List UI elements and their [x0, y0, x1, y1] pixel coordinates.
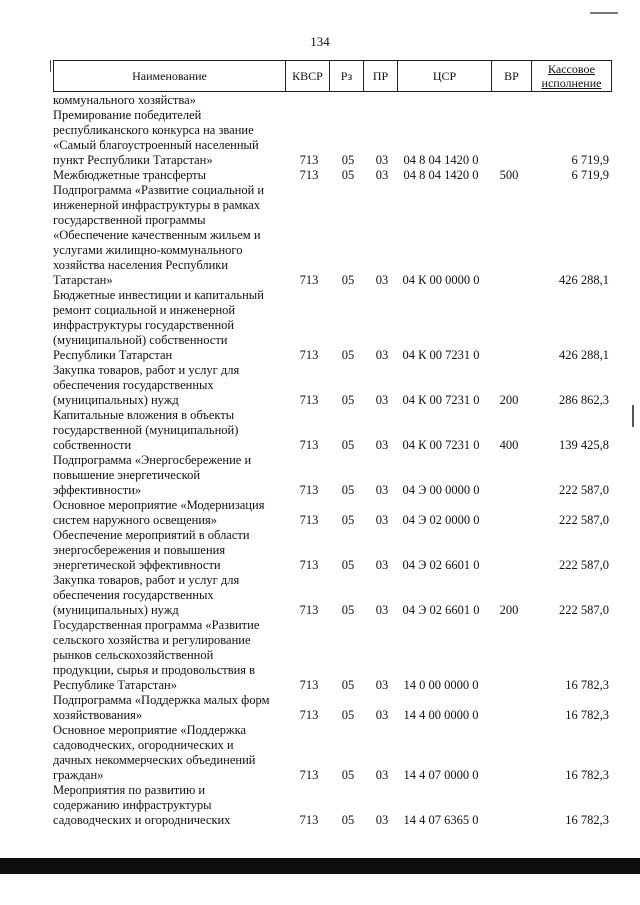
row-name: Премирование победителей республиканского конкурса на звание «Самый благоустроенный населенный пункт Республики Татарстан»	[53, 108, 259, 167]
row-name: Обеспечение мероприятий в области энергосбережения и повышения энергетической эффективности	[53, 528, 250, 572]
table-row	[53, 288, 612, 363]
table-header	[53, 60, 612, 92]
row-csr: 14 4 07 6365 0	[403, 813, 479, 827]
row-csr: 04 К 00 7231 0	[402, 393, 480, 407]
row-rz: 05	[341, 168, 355, 182]
header-csr: ЦСР	[398, 61, 492, 91]
row-kvsr: 713	[299, 708, 319, 722]
row-pr: 03	[375, 603, 389, 617]
scan-artifact-line	[50, 60, 51, 72]
row-rz: 05	[341, 708, 355, 722]
table-row	[53, 108, 612, 168]
row-pr: 03	[375, 678, 389, 692]
page-number: 134	[310, 34, 330, 49]
row-vr: 400	[499, 438, 519, 452]
row-amount: 222 587,0	[559, 603, 609, 617]
row-amount: 6 719,9	[571, 153, 609, 167]
row-amount: 16 782,3	[565, 708, 609, 722]
table-row	[53, 363, 612, 408]
table-row	[53, 693, 612, 723]
row-pr: 03	[375, 393, 389, 407]
row-rz: 05	[341, 483, 355, 497]
row-kvsr: 713	[299, 273, 319, 287]
row-rz: 05	[341, 273, 355, 287]
row-name: Подпрограмма «Развитие социальной и инженерной инфраструктуры в рамках государственной программы «Обеспечение качественным жильем и услугами жилищно-коммунального хозяйства населения Республики Татарстан»	[53, 183, 265, 287]
row-rz: 05	[341, 603, 355, 617]
scan-bottom-band	[0, 858, 640, 874]
row-name: коммунального хозяйства»	[53, 93, 196, 107]
row-kvsr: 713	[299, 348, 319, 362]
table-row	[53, 168, 612, 183]
row-amount: 222 587,0	[559, 513, 609, 527]
header-rz: Рз	[330, 61, 364, 91]
row-amount: 16 782,3	[565, 768, 609, 782]
row-csr: 04 К 00 7231 0	[402, 438, 480, 452]
row-vr: 200	[499, 393, 519, 407]
row-pr: 03	[375, 438, 389, 452]
row-pr: 03	[375, 768, 389, 782]
row-kvsr: 713	[299, 438, 319, 452]
row-pr: 03	[375, 813, 389, 827]
row-rz: 05	[341, 348, 355, 362]
row-name: Государственная программа «Развитие сельского хозяйства и регулирование рынков сельскохозяйственной продукции, сырья и продовольствия в Республике Татарстан»	[53, 618, 260, 692]
row-amount: 426 288,1	[559, 273, 609, 287]
row-name: Капитальные вложения в объекты государственной (муниципальной) собственности	[53, 408, 239, 452]
row-vr: 200	[499, 603, 519, 617]
table-row	[53, 93, 612, 108]
row-pr: 03	[375, 483, 389, 497]
header-kvsr: КВСР	[286, 61, 330, 91]
table-row	[53, 528, 612, 573]
row-kvsr: 713	[299, 513, 319, 527]
header-pr: ПР	[364, 61, 398, 91]
row-name: Основное мероприятие «Поддержка садоводческих, огороднических и дачных некоммерческих объединений граждан»	[53, 723, 256, 782]
scan-mark	[590, 12, 618, 14]
row-pr: 03	[375, 168, 389, 182]
table-body	[53, 93, 612, 828]
row-csr: 04 Э 02 0000 0	[402, 513, 480, 527]
table-row	[53, 783, 612, 828]
row-csr: 14 4 00 0000 0	[403, 708, 479, 722]
row-rz: 05	[341, 438, 355, 452]
header-name: Наименование	[54, 61, 286, 91]
row-csr: 04 8 04 1420 0	[403, 168, 479, 182]
row-kvsr: 713	[299, 678, 319, 692]
row-name: Подпрограмма «Поддержка малых форм хозяйствования»	[53, 693, 270, 722]
row-csr: 04 Э 02 6601 0	[402, 558, 480, 572]
scan-bottom-edge	[0, 880, 640, 905]
row-name: Межбюджетные трансферты	[53, 168, 207, 182]
row-amount: 16 782,3	[565, 813, 609, 827]
row-kvsr: 713	[299, 603, 319, 617]
row-vr: 500	[499, 168, 519, 182]
header-exec: Кассовое исполнение	[541, 62, 602, 90]
table-row	[53, 498, 612, 528]
row-rz: 05	[341, 813, 355, 827]
row-rz: 05	[341, 393, 355, 407]
row-name: Подпрограмма «Энергосбережение и повышение энергетической эффективности»	[53, 453, 252, 497]
row-pr: 03	[375, 348, 389, 362]
row-pr: 03	[375, 153, 389, 167]
row-kvsr: 713	[299, 153, 319, 167]
row-rz: 05	[341, 768, 355, 782]
row-amount: 139 425,8	[559, 438, 609, 452]
row-csr: 04 Э 00 0000 0	[402, 483, 480, 497]
row-name: Основное мероприятие «Модернизация систем наружного освещения»	[53, 498, 265, 527]
table-row	[53, 723, 612, 783]
row-kvsr: 713	[299, 768, 319, 782]
row-csr: 04 Э 02 6601 0	[402, 603, 480, 617]
table-row	[53, 618, 612, 693]
row-kvsr: 713	[299, 168, 319, 182]
row-amount: 286 862,3	[559, 393, 609, 407]
row-amount: 222 587,0	[559, 483, 609, 497]
row-pr: 03	[375, 273, 389, 287]
row-pr: 03	[375, 708, 389, 722]
table-row	[53, 183, 612, 288]
row-kvsr: 713	[299, 558, 319, 572]
row-rz: 05	[341, 153, 355, 167]
row-csr: 14 0 00 0000 0	[403, 678, 479, 692]
row-pr: 03	[375, 558, 389, 572]
row-rz: 05	[341, 558, 355, 572]
row-kvsr: 713	[299, 483, 319, 497]
row-csr: 04 8 04 1420 0	[403, 153, 479, 167]
table-row	[53, 408, 612, 453]
row-csr: 14 4 07 0000 0	[403, 768, 479, 782]
header-vr: ВР	[492, 61, 532, 91]
row-amount: 222 587,0	[559, 558, 609, 572]
row-name: Закупка товаров, работ и услуг для обеспечения государственных (муниципальных) нужд	[53, 573, 240, 617]
row-amount: 16 782,3	[565, 678, 609, 692]
table-row	[53, 453, 612, 498]
row-kvsr: 713	[299, 813, 319, 827]
row-amount: 426 288,1	[559, 348, 609, 362]
row-rz: 05	[341, 513, 355, 527]
row-rz: 05	[341, 678, 355, 692]
scan-artifact-mark	[632, 405, 634, 427]
row-csr: 04 К 00 7231 0	[402, 348, 480, 362]
row-pr: 03	[375, 513, 389, 527]
row-name: Бюджетные инвестиции и капитальный ремонт социальной и инженерной инфраструктуры государственной (муниципальной) собственности Республики Татарстан	[53, 288, 264, 362]
row-csr: 04 К 00 0000 0	[402, 273, 480, 287]
row-name: Мероприятия по развитию и содержанию инфраструктуры садоводческих и огороднических	[53, 783, 231, 827]
row-name: Закупка товаров, работ и услуг для обеспечения государственных (муниципальных) нужд	[53, 363, 240, 407]
row-amount: 6 719,9	[571, 168, 609, 182]
table-row	[53, 573, 612, 618]
row-kvsr: 713	[299, 393, 319, 407]
